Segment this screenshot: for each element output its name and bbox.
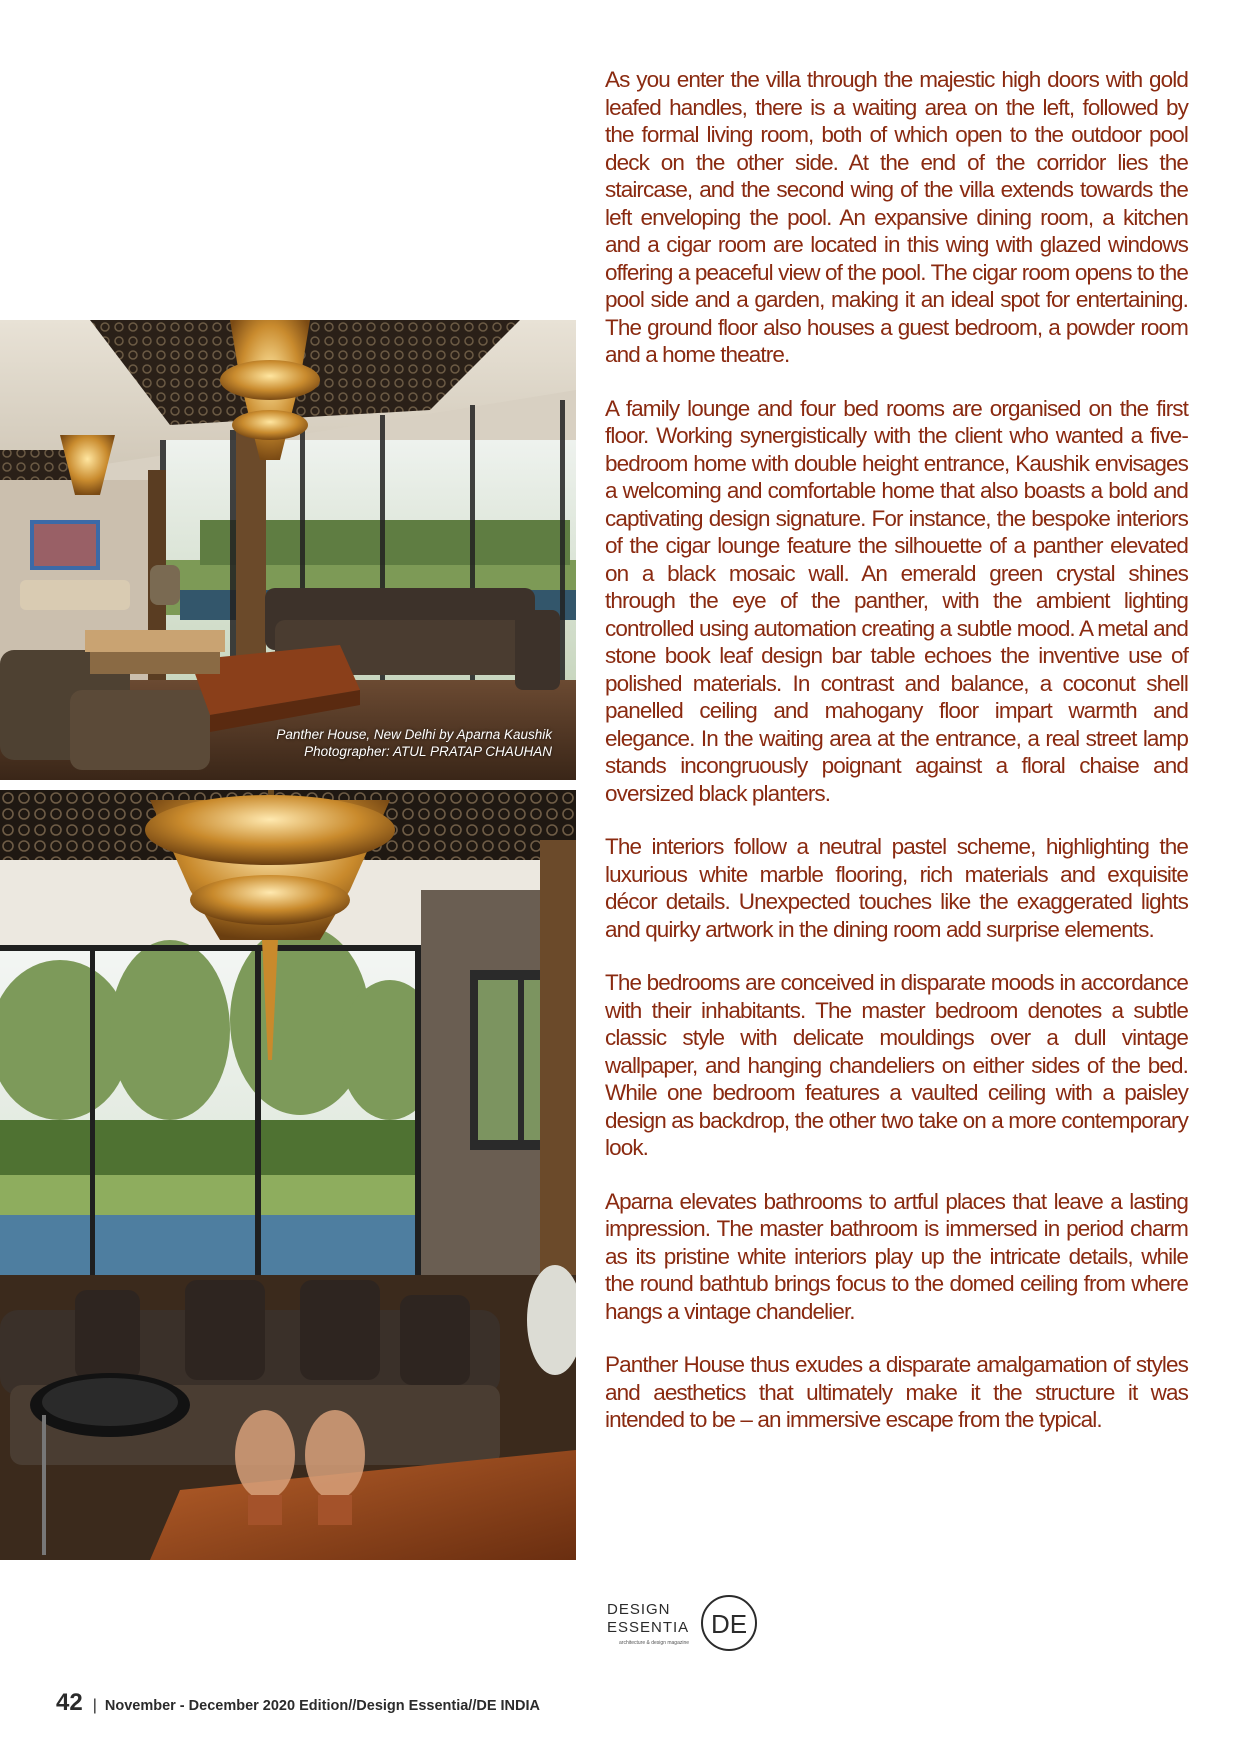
lounge-illustration (0, 790, 576, 1560)
design-essentia-logo (605, 1593, 765, 1653)
article-paragraph: The bedrooms are conceived in disparate moods in accordance with their inhabitants. The master bedroom denotes a subtle classic style with delicate mouldings over a dull vintage wallpaper, and hanging chandeliers on either sides of the bed. While one bedroom features a vaulted ceiling with a paisley design as backdrop, the other two take on a more contemporary look. (605, 970, 1188, 1160)
lounge-photo (0, 790, 576, 1560)
article-body (605, 66, 1188, 1460)
caption-title: Panther House, New Delhi by Aparna Kaushik (276, 727, 552, 742)
article-paragraph: The interiors follow a neutral pastel scheme, highlighting the luxurious white marble flooring, rich materials and exquisite décor details. Unexpected touches like the exaggerated lights and quirky artwork in the dining room add surprise elements. (605, 834, 1188, 942)
living-room-photo (0, 320, 576, 780)
article-paragraph: Aparna elevates bathrooms to artful places that leave a lasting impression. The master bathroom is immersed in period charm as its pristine white interiors play up the intricate details, while the round bathtub brings focus to the domed ceiling from where hangs a vintage chandelier. (605, 1188, 1188, 1324)
logo-line1: DESIGN (607, 1601, 671, 1618)
page-number: 42 (56, 1689, 83, 1716)
article-paragraph: A family lounge and four bed rooms are organised on the first floor. Working synergistically with the client who wanted a five-bedroom home with double height entrance, Kaushik envisages a welcoming and comfortable home that also boasts a bold and captivating design signature. For instance, the bespoke interiors of the cigar lounge feature the silhouette of a panther elevated on a black mosaic wall. An emerald green crystal shines through the eye of the panther, with the ambient lighting controlled using automation creating a subtle mood. A metal and stone book leaf design bar table echoes the inventive use of polished materials. In contrast and balance, a coconut shell panelled ceiling and mahogany floor impart warmth and elegance. In the waiting area at the entrance, a real street lamp stands incongruously poignant against a floral chaise and oversized black planters. (605, 395, 1188, 806)
article-paragraph: As you enter the villa through the majestic high doors with gold leafed handles, there is a waiting area on the left, followed by the formal living room, both of which open to the outdoor pool deck on the other side. At the end of the corridor lies the staircase, and the second wing of the villa extends towards the left enveloping the pool. An expansive dining room, a kitchen and a cigar room are located in this wing with glazed windows offering a peaceful view of the pool. The cigar room opens to the pool side and a garden, making it an ideal spot for entertaining. The ground floor also houses a guest bedroom, a powder room and a home theatre. (605, 67, 1188, 367)
photo-caption (276, 726, 552, 760)
living-room-illustration (0, 320, 576, 780)
caption-credit: Photographer: ATUL PRATAP CHAUHAN (304, 744, 552, 759)
logo-line2: ESSENTIA (607, 1619, 690, 1636)
footer-edition: November - December 2020 Edition// (104, 1698, 357, 1714)
footer-brand: Design Essentia//DE INDIA (356, 1698, 540, 1714)
article-paragraph: Panther House thus exudes a disparate amalgamation of styles and aesthetics that ultimately make it the structure it was intended to be – an immersive escape from the typical. (605, 1352, 1188, 1432)
footer-separator: | (92, 1697, 97, 1714)
page-footer (56, 1689, 540, 1719)
logo-tagline: architecture & design magazine (619, 1640, 690, 1646)
de-monogram-icon (699, 1593, 759, 1653)
logo-monogram: DE (710, 1609, 748, 1639)
